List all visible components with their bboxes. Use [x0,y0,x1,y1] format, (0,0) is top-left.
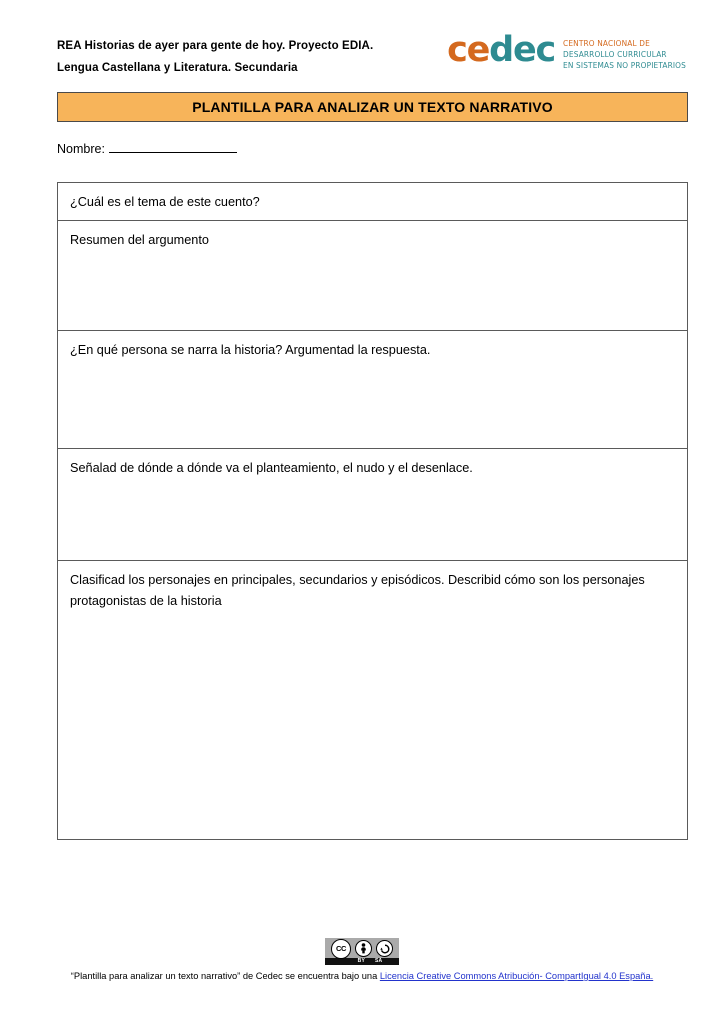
logo-letter-c1: c [447,30,467,70]
table-row[interactable] [58,449,687,561]
row-question: ¿Cuál es el tema de este cuento? [70,195,260,209]
row-question: Resumen del argumento [70,233,209,247]
row-question: Señalad de dónde a dónde va el planteamiento, el nudo y el desenlace. [70,461,473,475]
tagline-line-1: CENTRO NACIONAL DE [563,38,650,48]
cedec-logo [447,30,686,72]
cc-label-row [325,958,399,965]
creative-commons-badge [325,938,399,964]
name-field-row [57,141,237,156]
cc-sa-label: SA [375,958,383,964]
logo-letter-e2: e [513,30,536,70]
worksheet-table [57,182,688,840]
cc-by-label: BY [357,958,365,964]
license-link[interactable]: Licencia Creative Commons Atribución- CompartIgual 4.0 España. [379,971,654,981]
row-question: ¿En qué persona se narra la historia? Argumentad la respuesta. [70,343,431,357]
document-header [57,30,694,80]
page-title-banner [57,92,688,122]
table-row[interactable] [58,561,687,839]
name-input[interactable] [109,141,237,153]
header-title-block [57,33,373,80]
name-field-label: Nombre: [57,142,105,156]
cedec-tagline [563,33,686,72]
cc-by-person-icon [355,940,372,957]
tagline-line-3: EN SISTEMAS NO PROPIETARIOS [563,60,686,71]
logo-letter-c2: c [535,30,556,70]
logo-letter-d: d [489,30,513,70]
cc-circle-icon: CC [331,939,351,959]
table-row[interactable] [58,221,687,331]
page-title: PLANTILLA PARA ANALIZAR UN TEXTO NARRATIVO [192,99,553,115]
cc-sa-share-alike-icon [376,940,393,957]
license-footer [0,970,724,983]
license-text: “Plantilla para analizar un texto narrativo” de Cedec se encuentra bajo una [70,971,380,981]
table-row[interactable] [58,183,687,221]
header-line-1: REA Historias de ayer para gente de hoy. Proyecto EDIA. [57,40,374,52]
row-question: Clasificad los personajes en principales, secundarios y episódicos. Describid cómo son los personajes protagonistas de la historia [70,573,645,608]
table-row[interactable] [58,331,687,449]
cc-icon-row [325,938,399,958]
tagline-line-2: DESARROLLO CURRICULAR [563,49,667,60]
cedec-wordmark [447,30,556,70]
logo-letter-e1: e [466,30,490,70]
header-line-2: Lengua Castellana y Literatura. Secundaria [57,62,298,75]
